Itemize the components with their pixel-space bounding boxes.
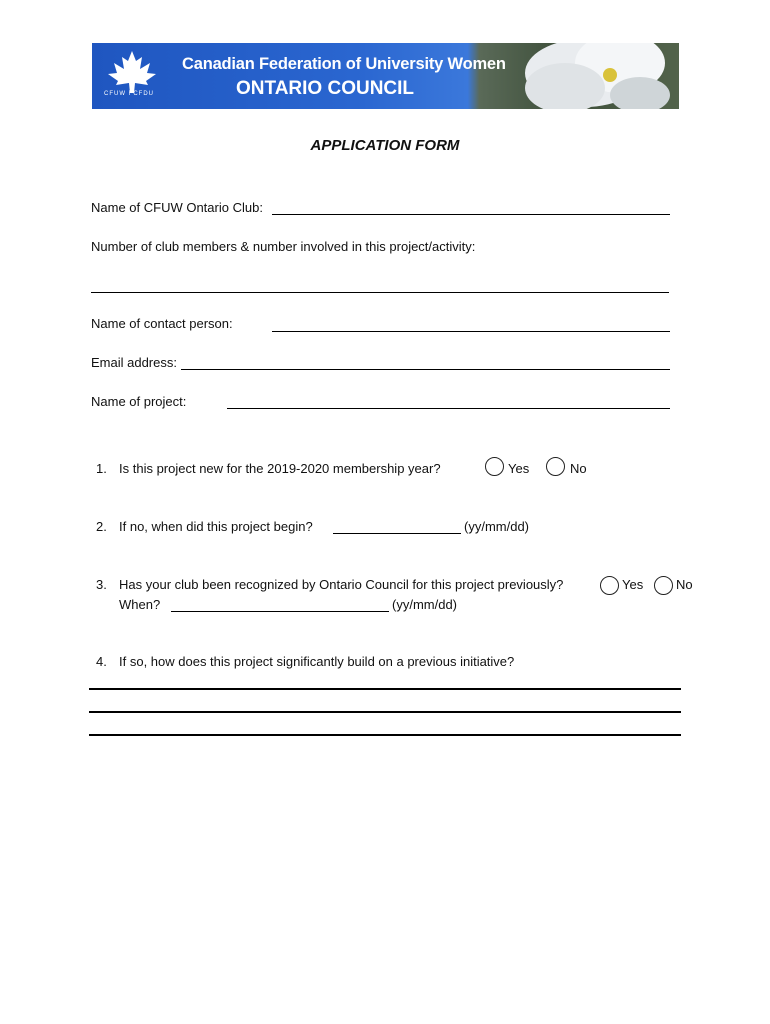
q3-no-label: No: [676, 577, 693, 592]
question-1-text: Is this project new for the 2019-2020 membership year?: [119, 461, 441, 476]
question-2-date-format: (yy/mm/dd): [464, 519, 529, 534]
club-name-field[interactable]: [272, 214, 670, 215]
email-field[interactable]: [181, 369, 670, 370]
members-label: Number of club members & number involved in this project/activity:: [91, 239, 476, 254]
contact-field[interactable]: [272, 331, 670, 332]
answer-line-2[interactable]: [89, 711, 681, 713]
club-name-label: Name of CFUW Ontario Club:: [91, 200, 263, 215]
question-3-text: Has your club been recognized by Ontario Council for this project previously?: [119, 577, 564, 592]
q1-yes-label: Yes: [508, 461, 530, 476]
q1-yes-radio[interactable]: [485, 457, 504, 476]
question-3-when-label: When?: [119, 597, 161, 612]
question-2-text: If no, when did this project begin?: [119, 519, 313, 534]
question-3-date-format: (yy/mm/dd): [392, 597, 457, 612]
q3-yes-label: Yes: [622, 577, 644, 592]
question-1-number: 1.: [96, 461, 107, 476]
logo-text: CFUW FCFDU: [104, 91, 154, 97]
q1-no-label: No: [570, 461, 587, 476]
question-2-number: 2.: [96, 519, 107, 534]
answer-line-3[interactable]: [89, 734, 681, 736]
question-4-number: 4.: [96, 654, 107, 669]
project-name-field[interactable]: [227, 408, 670, 409]
q3-yes-radio[interactable]: [600, 576, 619, 595]
q1-no-radio[interactable]: [546, 457, 565, 476]
trillium-flower-image: [490, 43, 679, 109]
council-name: ONTARIO COUNCIL: [236, 78, 415, 99]
contact-label: Name of contact person:: [91, 316, 233, 331]
project-begin-date-field[interactable]: [333, 533, 461, 534]
members-field[interactable]: [91, 292, 669, 293]
answer-line-1[interactable]: [89, 688, 681, 690]
form-title: APPLICATION FORM: [310, 137, 460, 154]
recognition-date-field[interactable]: [171, 611, 389, 612]
question-4-text: If so, how does this project significantly build on a previous initiative?: [119, 654, 515, 669]
header-banner: [92, 43, 679, 109]
q3-no-radio[interactable]: [654, 576, 673, 595]
question-3-number: 3.: [96, 577, 107, 592]
org-name: Canadian Federation of University Women: [182, 55, 506, 73]
project-label: Name of project:: [91, 394, 187, 409]
email-label: Email address:: [91, 355, 177, 370]
